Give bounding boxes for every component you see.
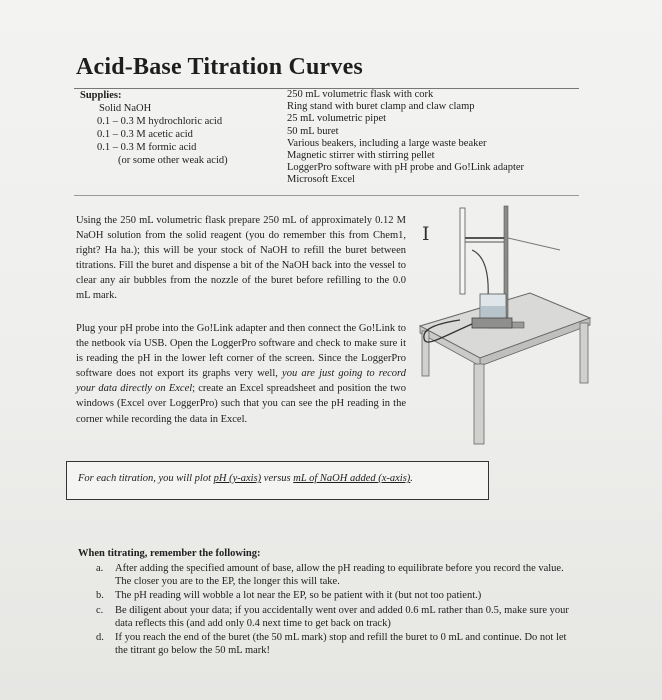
list-item-text: After adding the specified amount of base, allow the pH reading to equilibrate before you record the value. The closer you are to the EP, the longer this will take. bbox=[115, 563, 564, 588]
box-text-part: . bbox=[410, 473, 413, 484]
paragraph-naoh-prep: Using the 250 mL volumetric flask prepare 250 mL of approximately 0.12 M NaOH solution from the solid reagent (you do remember this from Chem1, right? Ha ha.); this will be your stock of NaOH to refill the buret between titrations. Fill the buret and dispense a bit of the NaOH back into the vessel to clear any air bubbles from the nozzle of the buret before refilling to the 0.0 mL mark. bbox=[76, 215, 406, 302]
supplies-rule bbox=[74, 195, 579, 196]
list-marker: c. bbox=[96, 604, 104, 616]
supply-item: 250 mL volumetric flask with cork bbox=[287, 89, 434, 100]
list-item bbox=[96, 589, 576, 602]
supply-item: 0.1 – 0.3 M formic acid bbox=[97, 142, 197, 153]
supply-item: LoggerPro software with pH probe and Go!Link adapter bbox=[287, 162, 525, 174]
supply-item: 0.1 – 0.3 M hydrochloric acid bbox=[97, 116, 223, 127]
titration-apparatus-illustration bbox=[410, 198, 600, 448]
table-leg bbox=[474, 364, 484, 444]
supply-item: Magnetic stirrer with stirring pellet bbox=[287, 150, 435, 162]
beaker-liquid bbox=[481, 306, 505, 319]
supplies-label: Supplies: bbox=[80, 90, 122, 101]
list-item-text: The pH reading will wobble a lot near the EP, so be patient with it (but not too patient.) bbox=[115, 590, 482, 602]
list-item-text: Be diligent about your data; if you accidentally went over and added 0.6 mL rather than 0.5, make sure your data reflects this (and add only 0.4 next time to get back on track) bbox=[115, 604, 569, 629]
list-item bbox=[96, 604, 576, 630]
list-marker: a. bbox=[96, 563, 104, 574]
list-item bbox=[96, 562, 576, 588]
supply-item: Various beakers, including a large waste beaker bbox=[287, 137, 487, 149]
magnetic-stirrer bbox=[472, 318, 512, 328]
supply-item: 25 mL volumetric pipet bbox=[287, 113, 387, 125]
supply-item: 0.1 – 0.3 M acetic acid bbox=[97, 129, 193, 140]
page-title: Acid-Base Titration Curves bbox=[76, 54, 363, 80]
supply-item: Solid NaOH bbox=[99, 103, 152, 114]
table-leg bbox=[580, 323, 588, 383]
box-text-part: versus bbox=[261, 473, 294, 484]
supply-item: 50 mL buret bbox=[287, 125, 339, 137]
text-cursor-icon: I bbox=[422, 223, 430, 245]
buret bbox=[460, 208, 465, 294]
supply-note: (or some other weak acid) bbox=[118, 155, 228, 166]
paragraph-emphasis: you are just going to record your data directly on Excel bbox=[76, 368, 406, 395]
paragraph-text: ; create an Excel spreadsheet and position the two windows (Excel over LoggerPro) such that you can see the pH reading in the corner while recording the data in Excel. bbox=[76, 383, 406, 425]
paragraph-loggerpro bbox=[76, 321, 406, 427]
plot-instruction-text bbox=[78, 473, 413, 484]
table-leg bbox=[422, 331, 429, 376]
supply-item: Microsoft Excel bbox=[287, 174, 355, 186]
list-item-text: If you reach the end of the buret (the 50 mL mark) stop and refill the buret to 0 mL and continue. Do not let the titrant go below the 50 mL mark! bbox=[115, 632, 567, 657]
stand-arm bbox=[508, 238, 560, 250]
probe-wire bbox=[472, 250, 488, 298]
paragraph-text: Plug your pH probe into the Go!Link adapter and then connect the Go!Link to the netbook via USB. Open the LoggerPro software and check to make sure it is reading the pH in the lower left corner of the screen. Since the LoggerPro software does not export its graphs very well, bbox=[76, 323, 406, 380]
y-axis-label: pH (y-axis) bbox=[213, 473, 262, 484]
supplies-right-column bbox=[287, 89, 524, 187]
list-marker: b. bbox=[96, 590, 104, 602]
remember-list bbox=[96, 562, 576, 658]
supplies-left-column bbox=[80, 89, 228, 167]
box-text-part: For each titration, you will plot bbox=[78, 473, 214, 484]
supply-item: Ring stand with buret clamp and claw clamp bbox=[287, 101, 475, 113]
x-axis-label: mL of NaOH added (x-axis) bbox=[293, 473, 411, 484]
list-marker: d. bbox=[96, 632, 104, 644]
remember-heading: When titrating, remember the following: bbox=[78, 548, 261, 559]
list-item bbox=[96, 631, 576, 657]
